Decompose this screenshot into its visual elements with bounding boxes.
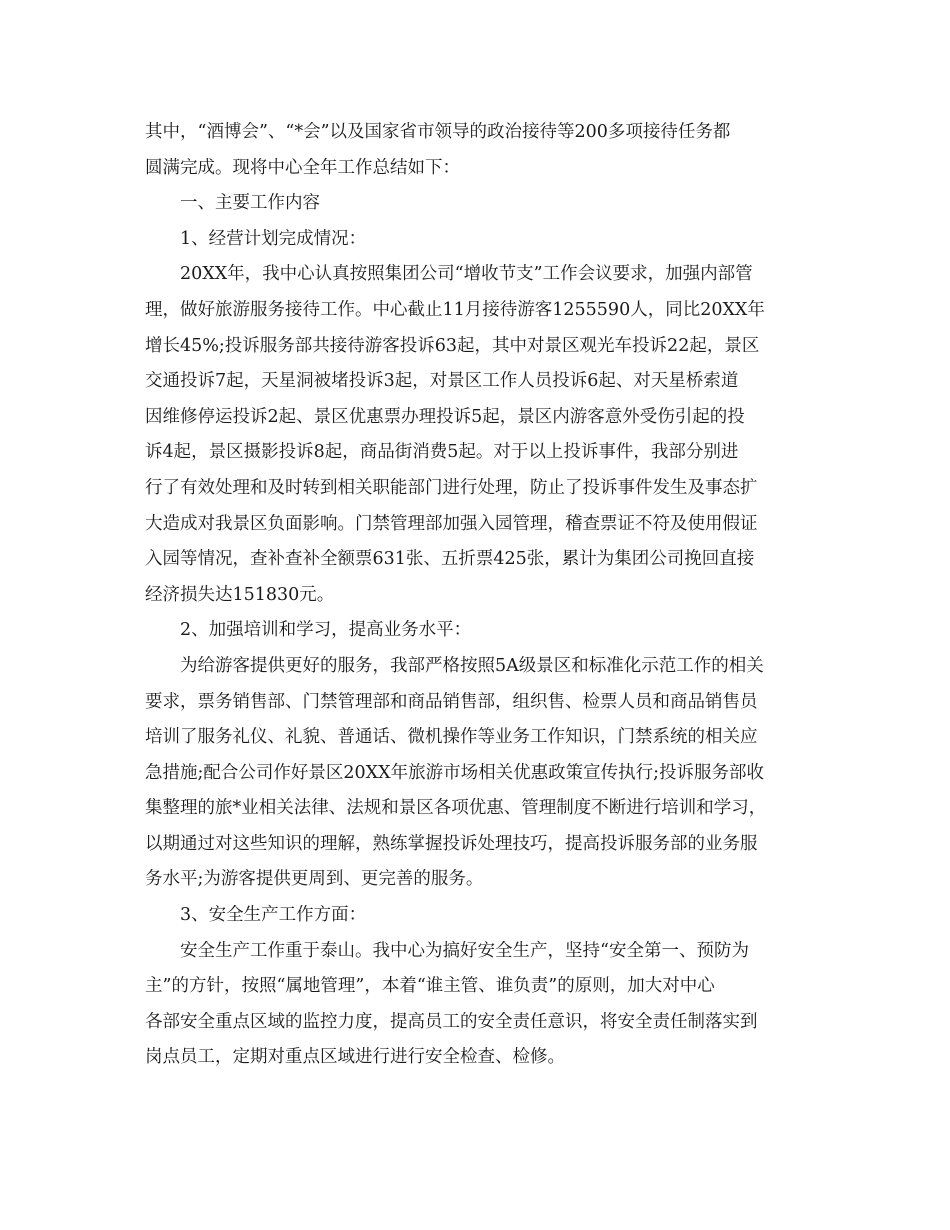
text-line: 岗点员工，定期对重点区域进行进行安全检查、检修。 <box>145 1047 565 1068</box>
text-line: 急措施;配合公司作好景区20XX年旅游市场相关优惠政策宣传执行;投诉服务部收 <box>145 762 764 783</box>
text-line: 经济损失达151830元。 <box>145 584 335 605</box>
text-line: 大造成对我景区负面影响。门禁管理部加强入园管理，稽查票证不符及使用假证 <box>145 513 758 534</box>
text-line: 以期通过对这些知识的理解，熟练掌握投诉处理技巧，提高投诉服务部的业务服 <box>145 833 758 854</box>
text-line: 安全生产工作重于泰山。我中心为搞好安全生产，坚持“安全第一、预防为 <box>180 940 749 961</box>
text-line: 各部安全重点区域的监控力度，提高员工的安全责任意识，将安全责任制落实到 <box>145 1011 758 1032</box>
text-line: 其中，“酒博会”、“*会”以及国家省市领导的政治接待等200多项接待任务都 <box>145 122 731 142</box>
subsection-heading: 2、加强培训和学习，提高业务水平： <box>180 620 472 641</box>
section-heading: 一、主要工作内容 <box>180 193 320 214</box>
text-line: 主”的方针，按照“属地管理”，本着“谁主管、谁负责”的原则，加大对中心 <box>145 976 715 997</box>
text-line: 交通投诉7起，天星洞被堵投诉3起，对景区工作人员投诉6起、对天星桥索道 <box>145 371 739 392</box>
text-line: 培训了服务礼仪、礼貌、普通话、微机操作等业务工作知识，门禁系统的相关应 <box>145 727 758 748</box>
subsection-heading: 1、经营计划完成情况： <box>180 228 367 249</box>
text-line: 入园等情况，查补查补全额票631张、五折票425张，累计为集团公司挽回直接 <box>145 549 755 570</box>
text-line: 增长45%;投诉服务部共接待游客投诉63起，其中对景区观光车投诉22起，景区 <box>145 335 760 356</box>
subsection-heading: 3、安全生产工作方面： <box>180 905 367 926</box>
text-line: 为给游客提供更好的服务，我部严格按照5A级景区和标准化示范工作的相关 <box>180 655 764 676</box>
text-line: 要求，票务销售部、门禁管理部和商品销售部，组织售、检票人员和商品销售员 <box>145 691 758 712</box>
text-line: 行了有效处理和及时转到相关职能部门进行处理，防止了投诉事件发生及事态扩 <box>145 477 758 498</box>
text-line: 理，做好旅游服务接待工作。中心截止11月接待游客1255590人，同比20XX年 <box>145 299 765 320</box>
text-line: 20XX年，我中心认真按照集团公司“增收节支”工作会议要求，加强内部管 <box>180 264 753 285</box>
text-line: 诉4起，景区摄影投诉8起，商品街消费5起。对于以上投诉事件，我部分别进 <box>145 442 739 463</box>
text-line: 务水平;为游客提供更周到、更完善的服务。 <box>145 869 484 890</box>
text-line: 因维修停运投诉2起、景区优惠票办理投诉5起，景区内游客意外受伤引起的投 <box>145 406 745 427</box>
text-line: 集整理的旅*业相关法律、法规和景区各项优惠、管理制度不断进行培训和学习， <box>145 798 767 819</box>
text-line: 圆满完成。现将中心全年工作总结如下： <box>145 157 460 178</box>
